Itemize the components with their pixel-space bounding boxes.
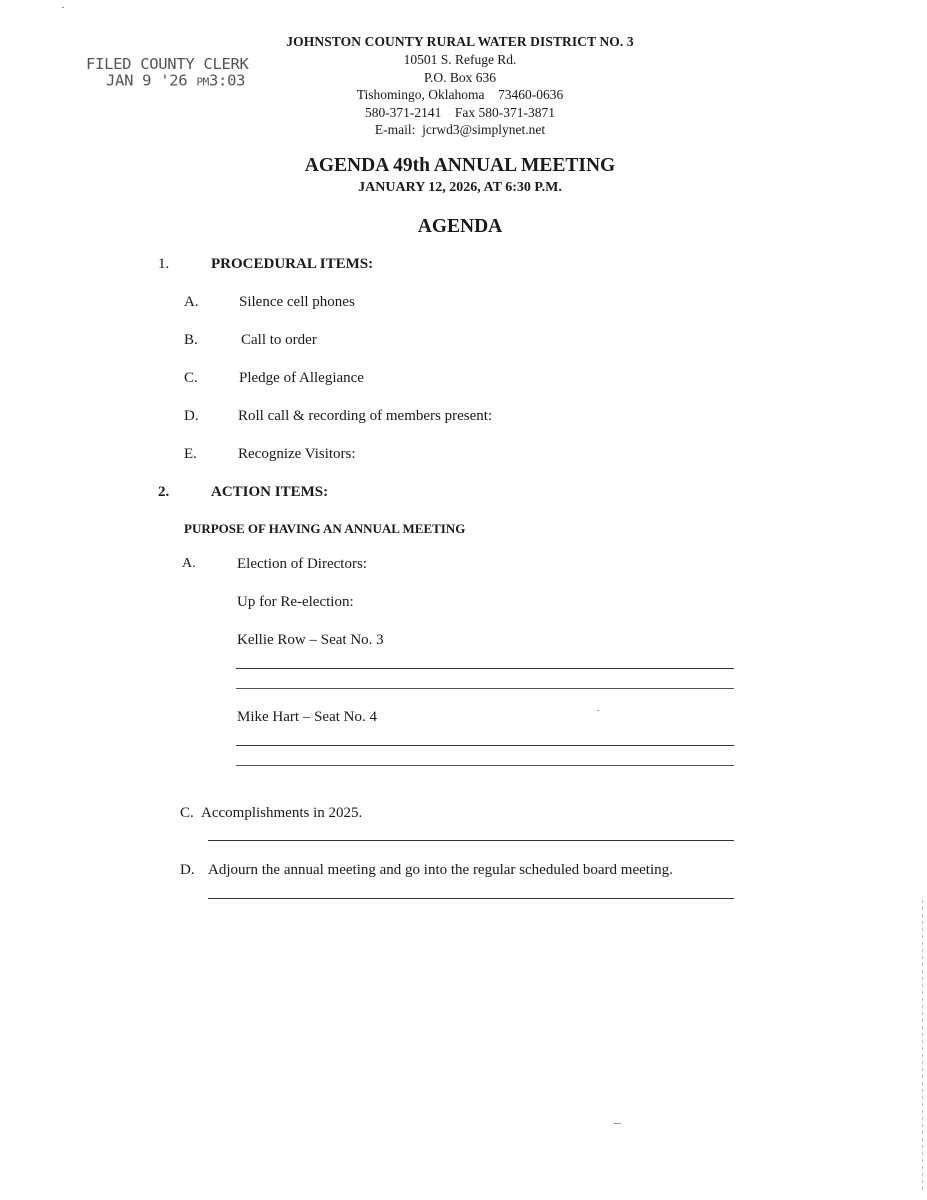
item-letter: E. <box>184 446 197 462</box>
candidate-mike-hart: Mike Hart – Seat No. 4 <box>237 709 377 725</box>
section-1-title: PROCEDURAL ITEMS: <box>211 256 374 272</box>
agenda-item-accomplishments: Accomplishments in 2025. <box>201 805 363 821</box>
item-letter: C. <box>184 370 198 386</box>
agenda-item-election: Election of Directors: <box>237 556 367 572</box>
stamp-date: JAN 9 '26 <box>106 72 188 90</box>
item-letter: D. <box>180 862 195 878</box>
scan-edge <box>922 900 923 1190</box>
blank-line <box>236 745 734 746</box>
candidate-kellie-row: Kellie Row – Seat No. 3 <box>237 632 384 648</box>
scan-speck <box>614 1123 621 1124</box>
scan-speck <box>62 7 64 8</box>
city-state-zip: Tishomingo, Oklahoma 73460-0636 <box>356 87 564 102</box>
stamp-time: 3:03 <box>209 72 246 90</box>
blank-line <box>236 668 734 669</box>
filed-stamp <box>86 57 249 90</box>
street-address: 10501 S. Refuge Rd. <box>403 52 517 67</box>
blank-line <box>236 688 734 689</box>
blank-line <box>236 765 734 766</box>
stamp-ampm: PM <box>196 75 209 89</box>
organization-name: JOHNSTON COUNTY RURAL WATER DISTRICT NO. 3 <box>286 34 634 49</box>
letterhead <box>250 33 670 139</box>
section-2-number: 2. <box>158 484 170 500</box>
section-2-title: ACTION ITEMS: <box>211 484 329 500</box>
item-letter: A. <box>182 556 196 571</box>
scan-speck <box>597 710 599 711</box>
agenda-item-call-to-order: Call to order <box>241 332 317 348</box>
phone-fax: 580-371-2141 Fax 580-371-3871 <box>364 104 556 120</box>
item-letter: A. <box>184 294 199 310</box>
meeting-date: JANUARY 12, 2026, AT 6:30 P.M. <box>358 180 562 195</box>
po-box: P.O. Box 636 <box>423 69 496 85</box>
section-2-subtitle: PURPOSE OF HAVING AN ANNUAL MEETING <box>184 521 466 536</box>
agenda-item-recognize-visitors: Recognize Visitors: <box>238 446 356 462</box>
blank-line <box>208 898 734 899</box>
agenda-heading: AGENDA <box>417 216 503 237</box>
stamp-line-1: FILED COUNTY CLERK <box>86 55 249 74</box>
agenda-item-adjourn: Adjourn the annual meeting and go into the regular scheduled board meeting. <box>208 862 673 878</box>
reelection-label: Up for Re-election: <box>237 594 354 610</box>
item-letter: B. <box>184 332 198 348</box>
item-letter: C. <box>180 805 194 821</box>
agenda-item-silence-phones: Silence cell phones <box>239 294 355 310</box>
meeting-title: AGENDA 49th ANNUAL MEETING <box>304 155 616 176</box>
section-1-number: 1. <box>158 256 170 272</box>
blank-line <box>208 840 734 841</box>
agenda-item-roll-call: Roll call & recording of members present: <box>238 408 493 424</box>
stamp-line-2 <box>86 73 249 90</box>
agenda-item-pledge: Pledge of Allegiance <box>239 370 364 386</box>
email: E-mail: jcrwd3@simplynet.net <box>374 122 546 137</box>
item-letter: D. <box>184 408 199 424</box>
